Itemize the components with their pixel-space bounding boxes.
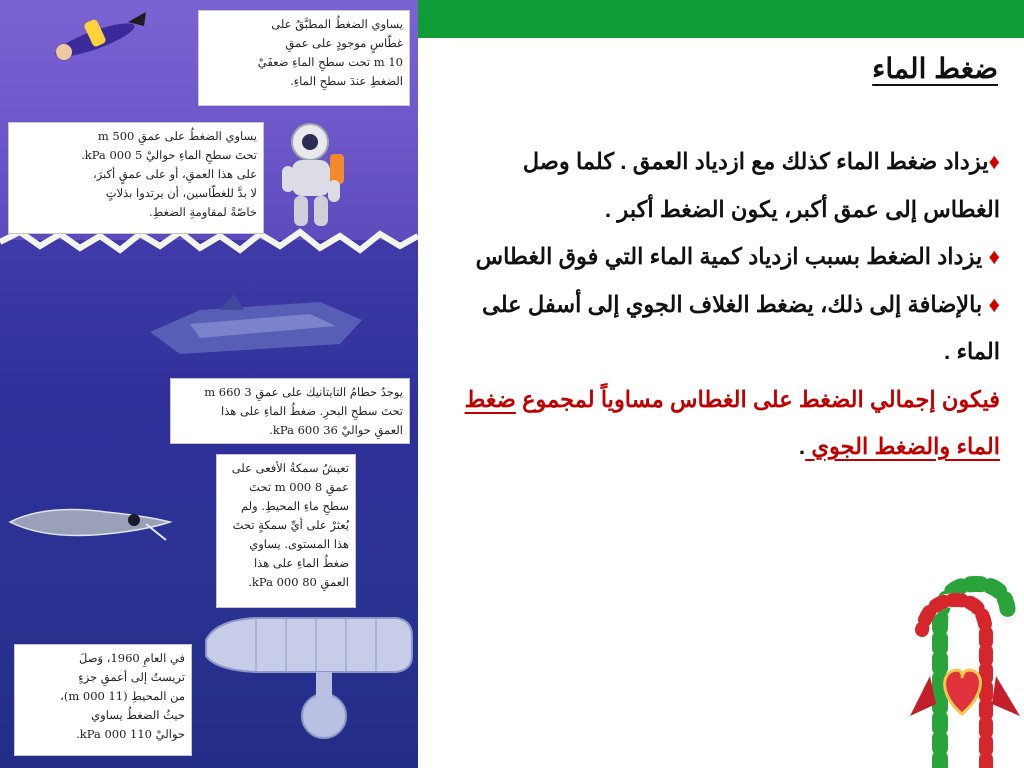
scuba-diver-illustration xyxy=(40,8,150,72)
bullet-3 xyxy=(440,281,1000,376)
bullet-3-text: بالإضافة إلى ذلك، يضغط الغلاف الجوي إلى أسفل على الماء . xyxy=(481,291,1000,364)
candy-cane-decoration xyxy=(900,566,1024,768)
titanic-wreck-illustration xyxy=(140,280,370,370)
viperfish-illustration xyxy=(6,490,176,550)
bullet-1 xyxy=(440,138,1000,233)
bullet-1-text: يزداد ضغط الماء كذلك مع ازدياد العمق . كلما وصل الغطاس إلى عمق أكبر، يكون الضغط أكبر . xyxy=(522,149,1000,222)
conclusion xyxy=(440,376,1000,471)
illustration-strip xyxy=(0,0,418,768)
diamond-bullet-icon: ♦ xyxy=(988,149,1000,174)
trieste-bathyscaphe-illustration xyxy=(196,600,416,750)
bullet-2-text: يزداد الضغط بسبب ازدياد كمية الماء التي فوق الغطاس xyxy=(475,244,989,269)
diving-suit-illustration xyxy=(272,120,358,232)
slide-title: ضغط الماء xyxy=(872,53,998,84)
conclusion-text: فيكون إجمالي الضغط على الغطاس مساوياً لمجموع xyxy=(515,386,1000,412)
caption-diver-10m: يساوي الضغطُ المطبَّقُ على غطّاسٍ موجودٍ على عمقِ 10 m تحت سطحِ الماءِ ضعفَيْ الضغطِ عندَ سطحِ الماءِ. xyxy=(198,10,410,106)
caption-viperfish: تعيشُ سمكةُ الأفعى على عمقِ 8 000 m تحتَ سطحِ ماءِ المحيطِ. ولم يُعثرْ على أيِّ سمكةٍ تحتَ هذا المستوى. يساوي ضغطُ الماءِ على هذا العمقِ 80 000 kPa. xyxy=(216,454,356,608)
slide-body xyxy=(440,138,1000,471)
conclusion-period: . xyxy=(798,434,806,459)
diamond-bullet-icon: ♦ xyxy=(988,291,1000,317)
caption-titanic: يوجدُ حطامُ التايتانيك على عمقِ 3 660 m تحتَ سطحِ البحرِ. ضغطُ الماءِ على هذا العمقِ حواليْ 36 600 kPa. xyxy=(170,378,410,444)
conclusion-underlined: ضغط الماء والضغط الجوي xyxy=(464,386,1000,459)
header-band xyxy=(418,0,1024,38)
caption-suit-500m: يساوي الضغطُ على عمقِ 500 m تحتَ سطحِ الماءِ حواليْ 5 000 kPa. على هذا العمقِ، أو على عمقٍ أكبرَ، لا بدَّ للغطّاسين، أن يرتدوا بذلاتٍ خاصّةً لمقاومةِ الضغطِ. xyxy=(8,122,264,234)
caption-trieste: في العامِ 1960، وَصلَ تريستُ إلى أعمقِ جزءٍ من المحيطِ (11 000 m)، حيثُ الضغطُ يساوي حواليْ 110 000 kPa. xyxy=(14,644,192,756)
bullet-2 xyxy=(440,233,1000,281)
diamond-bullet-icon: ♦ xyxy=(988,244,1000,269)
